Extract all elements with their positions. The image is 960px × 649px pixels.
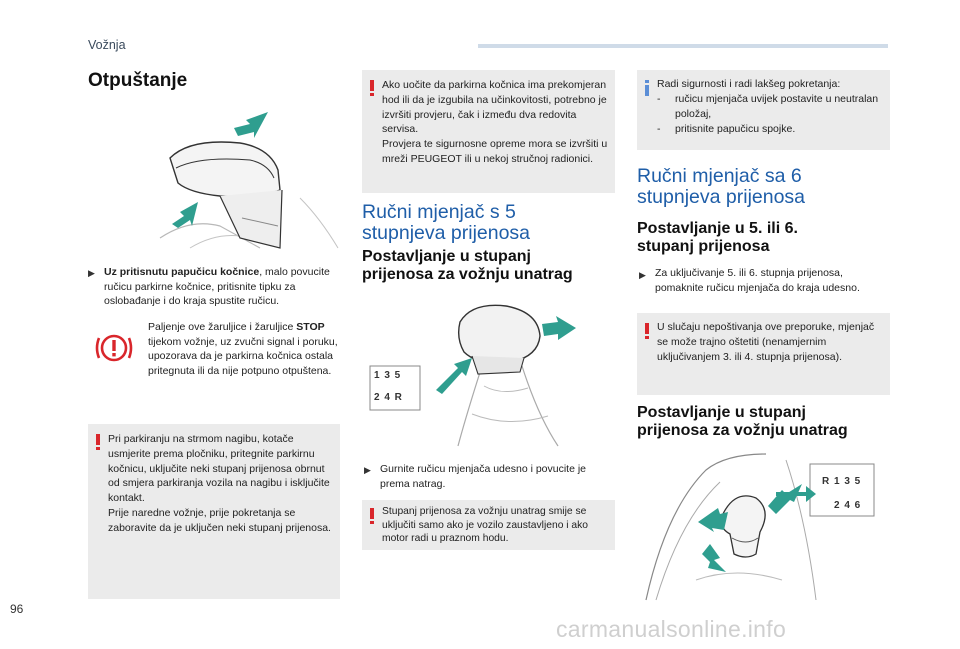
- gear-5-6-instruction: Za uključivanje 5. ili 6. stupnja prijenosa, pomaknite ručicu mjenjača do kraja udesno.: [655, 267, 860, 294]
- warning-box-damage-text: U slučaju nepoštivanja ove preporuke, mjenjač se može trajno oštetiti (nenamjernim uključivanjem 3. ili 4. stupnja prijenosa).: [657, 321, 875, 363]
- gear-lever-6-illustration: [636, 450, 890, 602]
- warning-box-damage: [637, 313, 890, 395]
- info-dash: -: [657, 93, 661, 105]
- release-instructions: Uz pritisnutu papučicu kočnice, malo povucite ručicu parkirne kočnice, pritisnite tipku za oslobađanje i do kraja spustite ručicu.: [104, 266, 330, 308]
- subtitle-5-6-gear: Postavljanje u 5. ili 6. stupanj prijenosa: [637, 220, 798, 255]
- alert-lamp-text: Paljenje ove žaruljice i žaruljice STOP tijekom vožnje, uz zvučni signal i poruku, upozorava da je parkirna kočnica ostala pritegnuta ili da nije potpuno otpuštena.: [148, 321, 338, 377]
- subtitle-reverse-6: Postavljanje u stupanj prijenosa za vožnju unatrag: [637, 404, 848, 439]
- bullet-marker: ▶: [88, 268, 95, 278]
- watermark: carmanualsonline.info: [556, 616, 787, 642]
- warning-box-brake-check-text: Ako uočite da parkirna kočnica ima prekomjeran hod ili da je izgubila na učinkovitosti, potrebno je izvršiti provjeru, čak i između dva redovita servisa. Provjera te sigurnosne opreme mora se izvršiti u mreži PEUGEOT ili u nekoj stručnoj radionici.: [382, 79, 608, 165]
- section-title-5-speed: Ručni mjenjač s 5 stupnjeva prijenosa: [362, 201, 531, 244]
- info-item-1: ručicu mjenjača uvijek postavite u neutralan položaj,: [675, 93, 879, 120]
- info-dash: -: [657, 123, 661, 135]
- parking-brake-illustration: [150, 98, 342, 260]
- warning-box-reverse-text: Stupanj prijenosa za vožnju unatrag smije se uključiti samo ako je vozilo zaustavljeno i ako motor radi u praznom hodu.: [382, 506, 589, 545]
- warning-exclamation-icon: [370, 80, 374, 96]
- info-intro: Radi sigurnosti i radi lakšeg pokretanja:: [657, 78, 841, 90]
- info-icon: [645, 80, 649, 96]
- section-title-6-speed: Ručni mjenjač sa 6 stupnjeva prijenosa: [637, 165, 806, 208]
- bullet-marker: ▶: [364, 465, 371, 475]
- brake-warning-icon: [94, 328, 134, 368]
- warning-box-slope: [88, 424, 340, 599]
- page-title: Otpuštanje: [88, 70, 188, 91]
- bullet-marker: ▶: [639, 270, 646, 280]
- warning-exclamation-icon: [370, 508, 374, 524]
- gear-pattern-5-top: 1 3 5: [374, 370, 402, 381]
- section-label: Vožnja: [88, 38, 126, 52]
- header-bar: [478, 44, 888, 48]
- info-item-2: pritisnite papučicu spojke.: [675, 123, 796, 135]
- gear-pattern-6-top: R 1 3 5: [822, 476, 862, 487]
- warning-box-slope-text: Pri parkiranju na strmom nagibu, kotače usmjerite prema pločniku, pritegnite parkirnu kočnicu, uključite neki stupanj prijenosa obrnut od smjera parkiranja vozila na nagibu i isključite kontakt. Prije naredne vožnje, prije pokretanja se zaboravite da je uključen neki stupanj prijenosa.: [108, 433, 331, 534]
- gear-pattern-5-bottom: 2 4 R: [374, 392, 403, 403]
- warning-exclamation-icon: [96, 434, 100, 450]
- page-number: 96: [10, 602, 24, 616]
- gear-pattern-6-bottom: 2 4 6: [834, 500, 862, 511]
- warning-box-reverse: [362, 500, 615, 550]
- warning-box-brake-check: [362, 70, 615, 193]
- warning-exclamation-icon: [645, 323, 649, 339]
- reverse-5-instruction: Gurnite ručicu mjenjača udesno i povucite je prema natrag.: [380, 463, 587, 490]
- info-box-safety: [637, 70, 890, 150]
- subtitle-reverse-5: Postavljanje u stupanj prijenosa za vožnju unatrag: [362, 248, 573, 283]
